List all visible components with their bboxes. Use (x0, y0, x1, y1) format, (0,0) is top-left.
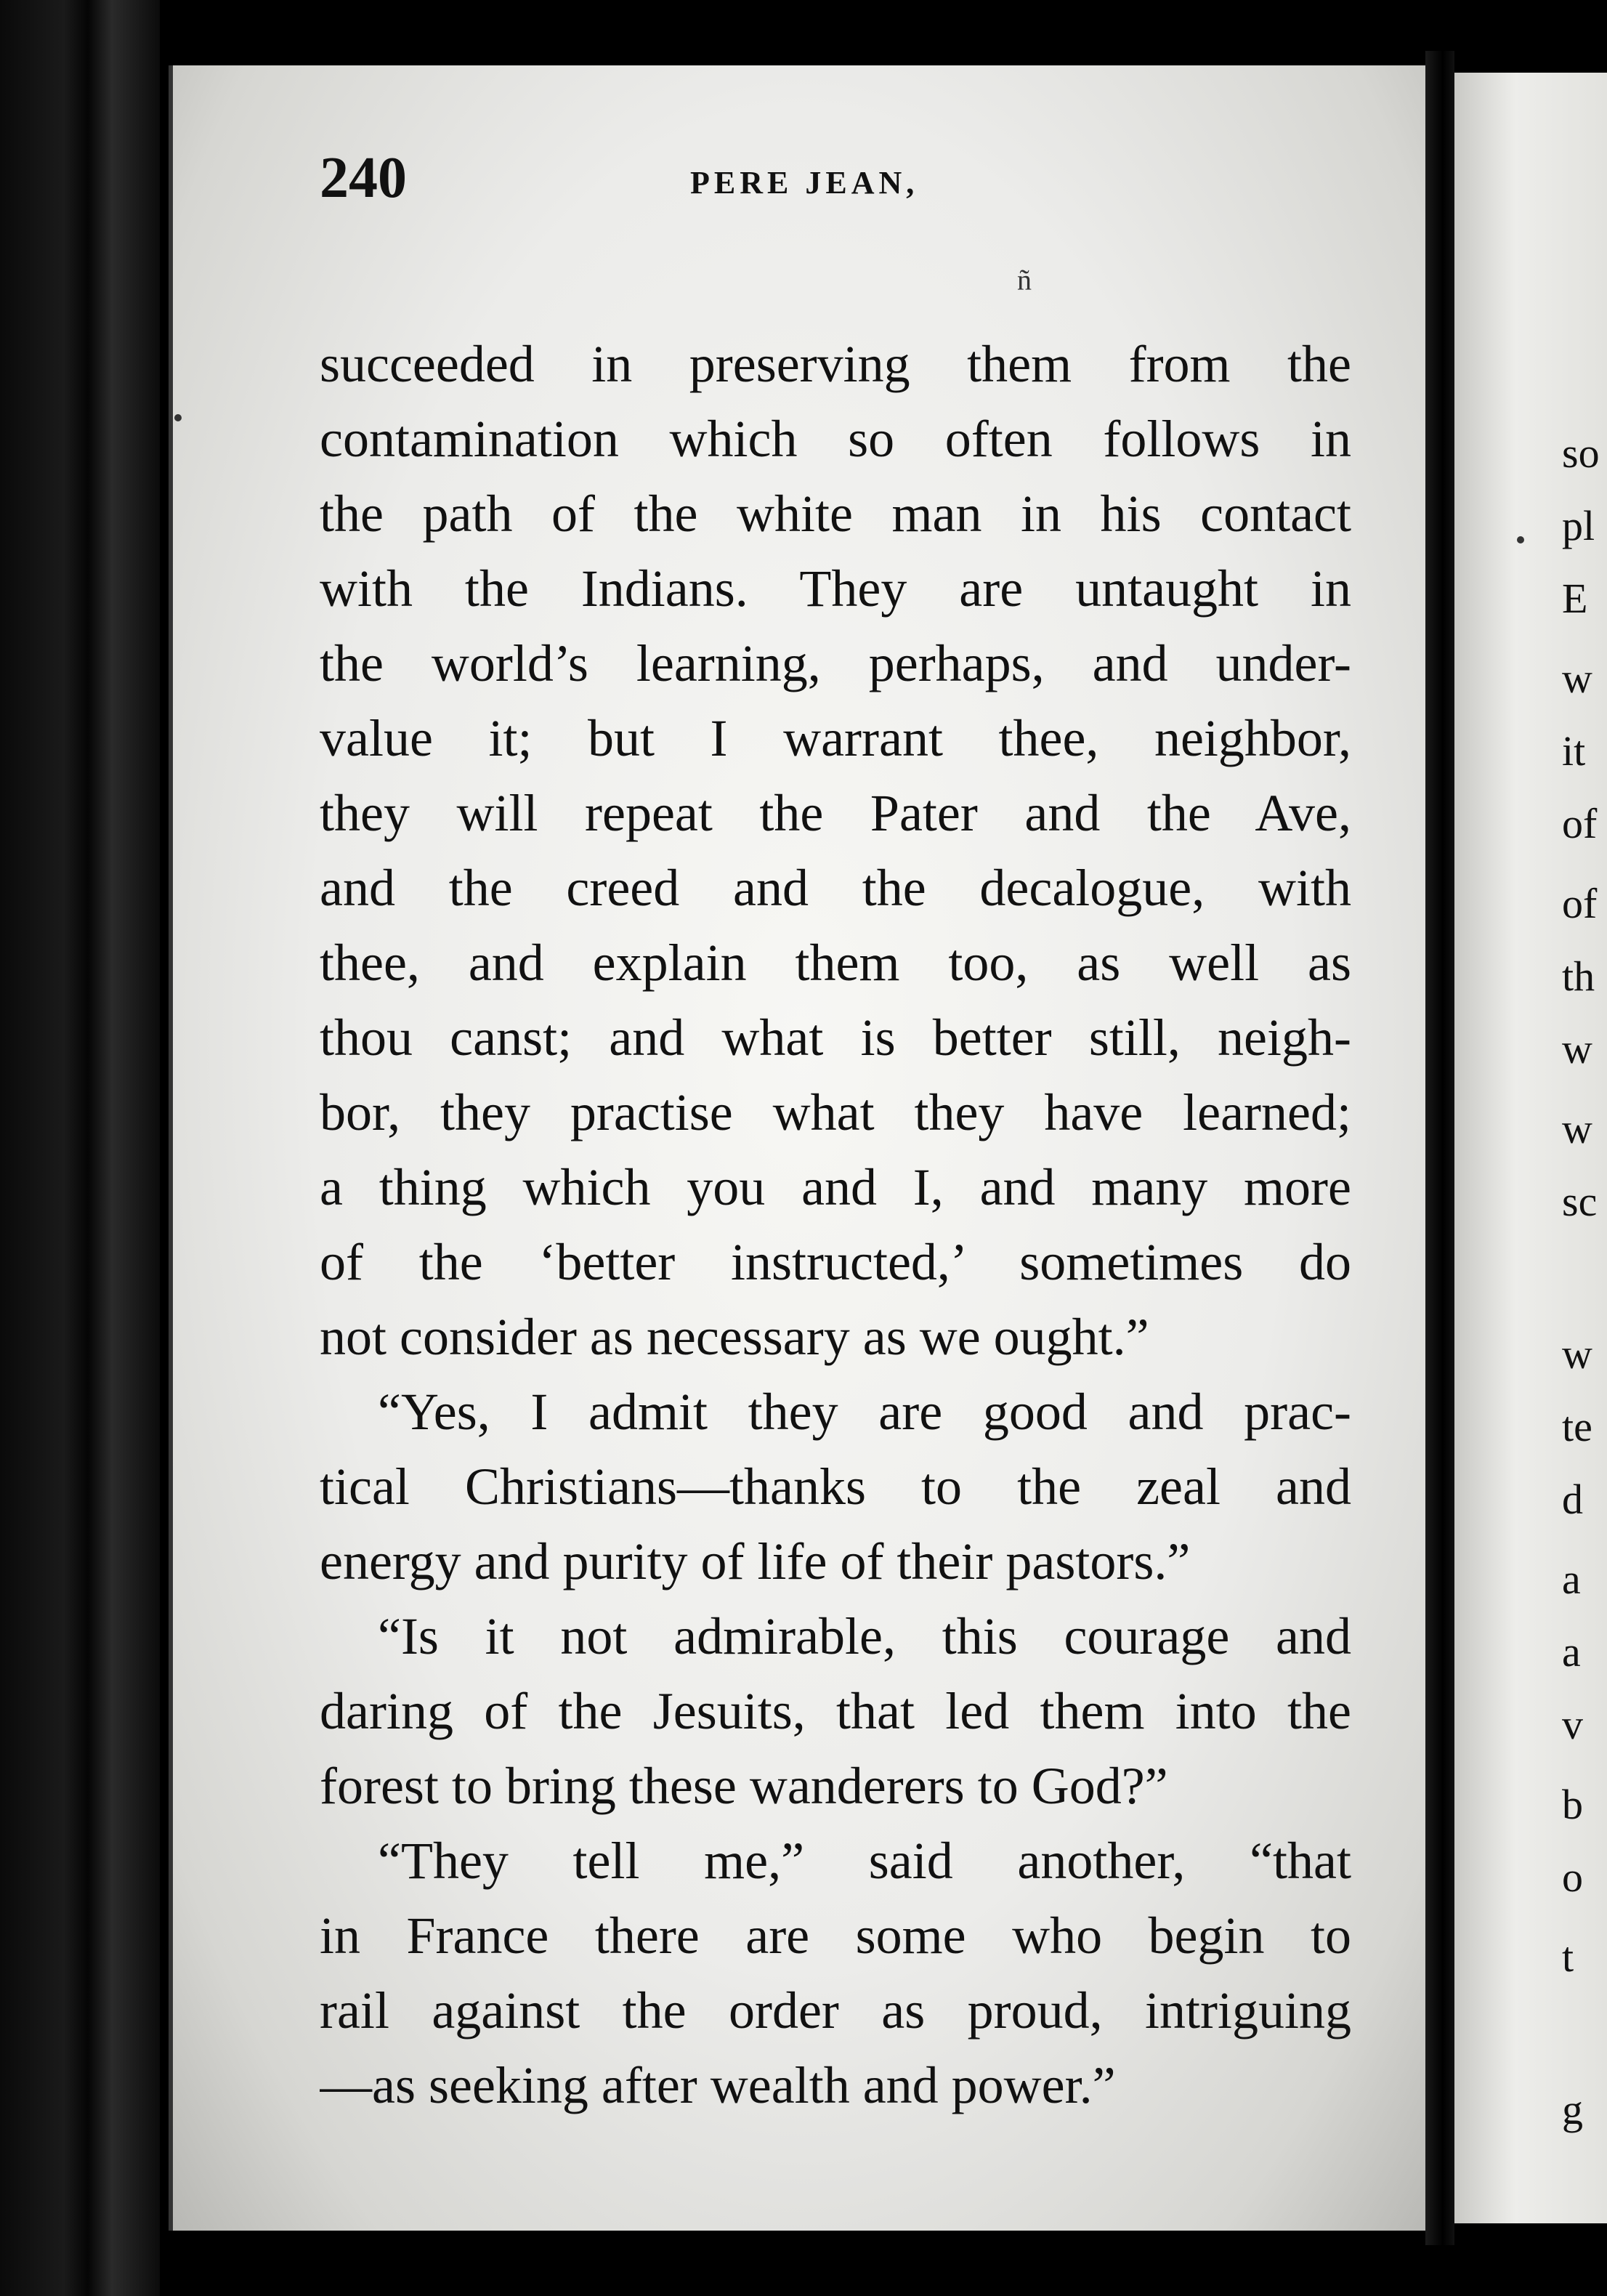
facing-page-fragment: a (1562, 1556, 1581, 1603)
running-head: PERE JEAN, (690, 165, 919, 201)
facing-page-fragment: th (1562, 953, 1595, 1000)
facing-page-fragment: w (1562, 655, 1592, 702)
facing-page-fragment: g (1562, 2086, 1583, 2133)
facing-page-edge (1454, 73, 1607, 2223)
text-line: thee, and explain them too, as well as (320, 934, 1351, 992)
text-line: they will repeat the Pater and the Ave, (320, 784, 1351, 842)
text-line: and the creed and the decalogue, with (320, 859, 1351, 917)
text-line: succeeded in preserving them from the (320, 335, 1351, 393)
facing-page-fragment: of (1562, 880, 1598, 927)
facing-page-fragment: t (1562, 1933, 1574, 1981)
facing-page-fragment: w (1562, 1330, 1592, 1378)
text-line: daring of the Jesuits, that led them into the (320, 1682, 1351, 1740)
text-line: tical Christians—thanks to the zeal and (320, 1458, 1351, 1516)
facing-page-fragment: E (1562, 575, 1588, 622)
text-line: a thing which you and I, and many more (320, 1158, 1351, 1216)
text-line: value it; but I warrant thee, neighbor, (320, 709, 1351, 767)
text-line: —as seeking after wealth and power.” (320, 2056, 1116, 2114)
scan-binding-edge (0, 0, 160, 2296)
text-line: with the Indians. They are untaught in (320, 559, 1351, 618)
stray-ink-mark: ñ (1017, 264, 1032, 296)
text-line: not consider as necessary as we ought.” (320, 1308, 1149, 1366)
text-line: the path of the white man in his contact (320, 485, 1351, 543)
ink-speck (174, 414, 182, 421)
facing-page-fragment: te (1562, 1403, 1592, 1450)
facing-page-fragment: so (1562, 429, 1600, 477)
text-line: “They tell me,” said another, “that (378, 1832, 1351, 1890)
ink-speck (1517, 536, 1524, 543)
body-text (320, 327, 1351, 2123)
facing-page-fragment: d (1562, 1476, 1583, 1523)
page-number: 240 (320, 146, 407, 210)
text-line: contamination which so often follows in (320, 410, 1351, 468)
text-line: “Yes, I admit they are good and prac- (378, 1383, 1351, 1441)
facing-page-fragment: it (1562, 727, 1586, 775)
facing-page-fragment: sc (1562, 1178, 1598, 1225)
facing-page-fragment: a (1562, 1628, 1581, 1675)
text-line: of the ‘better instructed,’ sometimes do (320, 1233, 1351, 1291)
text-line: in France there are some who begin to (320, 1907, 1351, 1965)
text-line: “Is it not admirable, this courage and (378, 1607, 1351, 1665)
facing-page-fragment: b (1562, 1781, 1583, 1828)
facing-page-fragment: w (1562, 1025, 1592, 1072)
page-gutter (1425, 51, 1454, 2245)
text-line: forest to bring these wanderers to God?” (320, 1757, 1168, 1815)
facing-page-fragment: v (1562, 1701, 1583, 1748)
facing-page-fragment: pl (1562, 502, 1595, 549)
text-line: the world’s learning, perhaps, and under- (320, 634, 1351, 692)
text-line: energy and purity of life of their pastors.” (320, 1532, 1191, 1590)
text-line: bor, they practise what they have learned; (320, 1083, 1351, 1141)
text-line: rail against the order as proud, intriguing (320, 1981, 1351, 2040)
facing-page-fragment: o (1562, 1854, 1583, 1901)
facing-page-fragment: of (1562, 800, 1598, 847)
page-header (320, 145, 1351, 233)
facing-page-fragment: w (1562, 1105, 1592, 1152)
text-line: thou canst; and what is better still, neigh- (320, 1008, 1351, 1067)
